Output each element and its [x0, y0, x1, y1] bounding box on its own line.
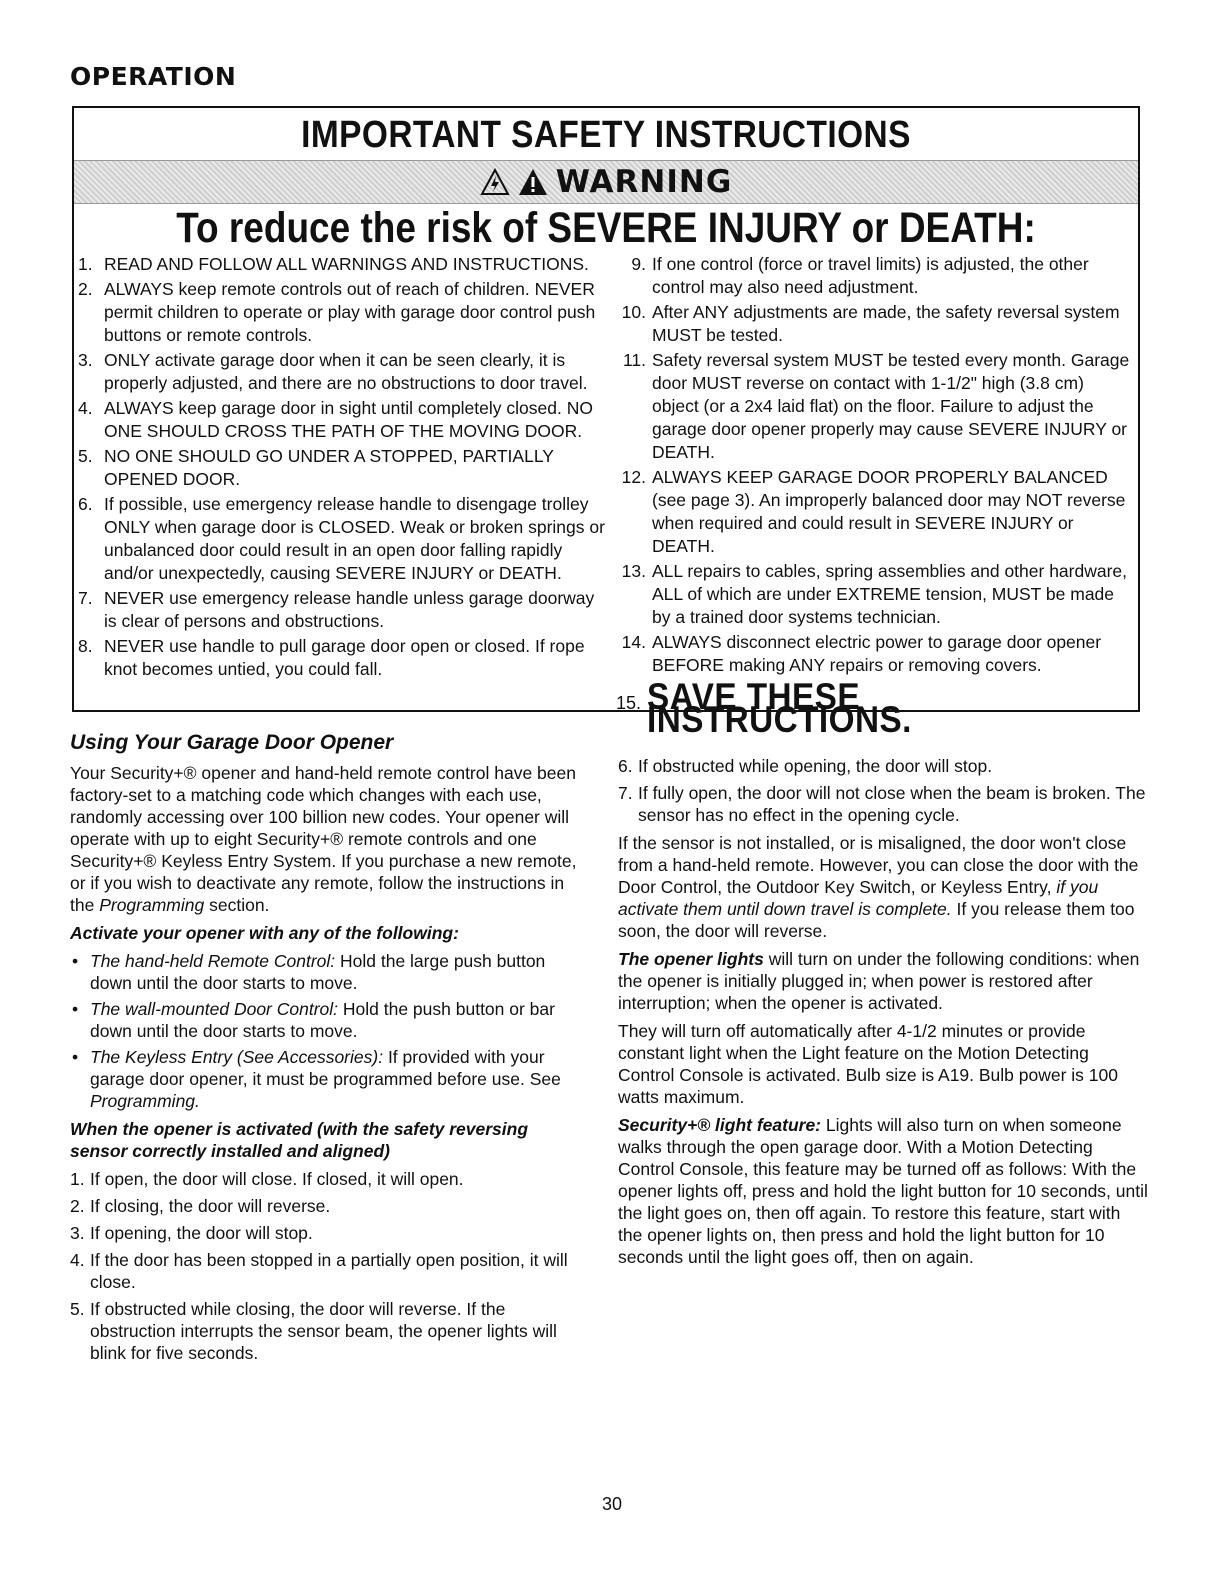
- activate-heading: Activate your opener with any of the following:: [70, 923, 459, 943]
- list-item: [70, 1046, 585, 1112]
- operation-right-column: [618, 755, 1148, 1274]
- warning-triangle-icon: [518, 168, 548, 196]
- list-item: [70, 1222, 585, 1244]
- item-text: ALWAYS keep garage door in sight until completely closed. NO ONE SHOULD CROSS THE PATH OF THE MOVING DOOR.: [104, 398, 593, 441]
- safety-column-left: [78, 253, 608, 683]
- item-text: After ANY adjustments are made, the safety reversal system MUST be tested.: [652, 302, 1120, 345]
- item-number: 7.: [618, 783, 633, 803]
- list-item: [70, 998, 585, 1042]
- sensor-paragraph: [618, 832, 1148, 942]
- electric-hazard-icon: [480, 168, 510, 196]
- list-item: [70, 1168, 585, 1190]
- intro-paragraph: [70, 762, 585, 916]
- item-number: 3.: [78, 350, 93, 370]
- sensor-text: If the sensor is not installed, or is misaligned, the door won't close from a hand-held remote. However, you can close the door with the Door Control, the Outdoor Key Switch, or Keyless Entry,: [618, 833, 1139, 897]
- security-light-paragraph: [618, 1114, 1148, 1268]
- when-heading: When the opener is activated (with the safety reversing sensor correctly installed and aligned): [70, 1119, 529, 1161]
- item-number: 4.: [70, 1250, 85, 1270]
- safety-column-right: [612, 253, 1134, 740]
- intro-text: Your Security+® opener and hand-held remote control have been factory-set to a matching code which changes with each use, randomly accessing over 100 billion new codes. Your opener will operate with up to eight Security+® remote controls and one Security+® Keyless Entry System. If you purchase a new remote, or if you wish to deactivate any remote, follow the instructions in the: [70, 763, 577, 915]
- item-number: 4.: [78, 398, 93, 418]
- item-number: 5.: [78, 446, 93, 466]
- bullet-text: If provided with your garage door opener, it must be programmed before use. See: [90, 1047, 561, 1089]
- security-light-label: Security+® light feature:: [618, 1115, 822, 1135]
- list-item: [618, 782, 1148, 826]
- safety-item: [78, 397, 608, 443]
- item-number: 10.: [621, 302, 646, 322]
- item-text: NO ONE SHOULD GO UNDER A STOPPED, PARTIALLY OPENED DOOR.: [104, 446, 554, 489]
- item-number: 13.: [621, 561, 646, 581]
- item-text: If one control (force or travel limits) is adjusted, the other control may also need adjustment.: [652, 254, 1089, 297]
- item-text: If the door has been stopped in a partially open position, it will close.: [90, 1250, 568, 1292]
- item-number: 2.: [78, 279, 93, 299]
- activation-list: [70, 950, 585, 1112]
- item-text: If obstructed while closing, the door will reverse. If the obstruction interrupts the sensor beam, the opener lights will blink for five seconds.: [90, 1299, 557, 1363]
- safety-instructions-box: [72, 106, 1140, 740]
- safety-item: [612, 349, 1134, 464]
- risk-heading: To reduce the risk of SEVERE INJURY or DEATH:: [176, 204, 1036, 252]
- safety-item: [612, 466, 1134, 558]
- safety-item: [78, 445, 608, 491]
- bullet-tail: Programming.: [90, 1091, 200, 1111]
- item-text: ALWAYS KEEP GARAGE DOOR PROPERLY BALANCED (see page 3). An improperly balanced door may NOT reverse when required and could result in SEVERE INJURY or DEATH.: [652, 467, 1126, 556]
- page-number: 30: [601, 1494, 623, 1514]
- list-item: [70, 1298, 585, 1364]
- safety-title: IMPORTANT SAFETY INSTRUCTIONS: [301, 114, 911, 156]
- safety-item: [78, 278, 608, 347]
- item-number: 9.: [631, 254, 646, 274]
- list-item: [70, 1249, 585, 1293]
- safety-item: [78, 635, 608, 681]
- safety-item: [78, 493, 608, 585]
- item-number: 1.: [70, 1169, 85, 1189]
- item-text: NEVER use emergency release handle unless garage doorway is clear of persons and obstructions.: [104, 588, 595, 631]
- item-number: 14.: [621, 632, 646, 652]
- item-text: ONLY activate garage door when it can be seen clearly, it is properly adjusted, and there are no obstructions to door travel.: [104, 350, 588, 393]
- list-item: [70, 950, 585, 994]
- bullet-label: The hand-held Remote Control:: [90, 951, 336, 971]
- when-list-left: [70, 1168, 585, 1364]
- warning-band: [74, 160, 1138, 204]
- item-number: 2.: [70, 1196, 85, 1216]
- bullet-text: Hold the push button or bar down until the door starts to move.: [90, 999, 555, 1041]
- when-list-right: [618, 755, 1148, 826]
- lights-paragraph: [618, 948, 1148, 1014]
- item-number: 8.: [78, 636, 93, 656]
- save-instructions-line: [612, 676, 1134, 740]
- item-number: 6.: [78, 494, 93, 514]
- warning-label: WARNING: [555, 164, 733, 200]
- item-text: If closing, the door will reverse.: [90, 1196, 331, 1216]
- list-item: [618, 755, 1148, 777]
- lights-label: The opener lights: [618, 949, 764, 969]
- safety-list-left: [78, 253, 608, 681]
- safety-item: [78, 587, 608, 633]
- item-number: 11.: [622, 350, 646, 370]
- item-text: If obstructed while opening, the door will stop.: [638, 756, 993, 776]
- programming-ref: Programming: [99, 895, 205, 915]
- using-heading: Using Your Garage Door Opener: [70, 731, 394, 754]
- lights-off-paragraph: They will turn off automatically after 4-1/2 minutes or provide constant light when the Light feature on the Motion Detecting Control Console is activated. Bulb size is A19. Bulb power is 100 watts maximum.: [618, 1021, 1118, 1107]
- item-number: 5.: [70, 1299, 85, 1319]
- item-text: If open, the door will close. If closed, it will open.: [90, 1169, 464, 1189]
- save-instructions: SAVE THESE INSTRUCTIONS.: [646, 676, 912, 740]
- item-text: Safety reversal system MUST be tested every month. Garage door MUST reverse on contact with 1-1/2" high (3.8 cm) object (or a 2x4 laid flat) on the floor. Failure to adjust the garage door opener properly may cause SEVERE INJURY or DEATH.: [652, 350, 1130, 462]
- item-number: 7.: [78, 588, 93, 608]
- sensor-tail: If you release them too soon, the door will reverse.: [618, 899, 1135, 941]
- item-number: 12.: [621, 467, 646, 487]
- bullet-text: Hold the large push button down until the door starts to move.: [90, 951, 546, 993]
- item-text: READ AND FOLLOW ALL WARNINGS AND INSTRUCTIONS.: [104, 254, 589, 274]
- security-light-text: Lights will also turn on when someone walks through the open garage door. With a Motion Detecting Control Console, this feature may be turned off as follows: With the opener lights off, press and hold the light button for 10 seconds, until the light goes on, then off again. To restore this feature, start with the opener lights on, then press and hold the light button for 10 seconds until the light goes off, then on again.: [618, 1115, 1148, 1267]
- item-number: 3.: [70, 1223, 85, 1243]
- intro-tail: section.: [204, 895, 270, 915]
- save-number: 15.: [616, 693, 642, 713]
- bullet-label: The wall-mounted Door Control:: [90, 999, 339, 1019]
- item-number: 6.: [618, 756, 633, 776]
- safety-item: [612, 301, 1134, 347]
- item-text: ALWAYS keep remote controls out of reach of children. NEVER permit children to operate or play with garage door control push buttons or remote controls.: [104, 279, 596, 345]
- operation-left-column: [70, 732, 585, 1370]
- item-text: If possible, use emergency release handle to disengage trolley ONLY when garage door is CLOSED. Weak or broken springs or unbalanced door could result in an open door falling rapidly and/or unexpectedly, causing SEVERE INJURY or DEATH.: [104, 494, 605, 583]
- section-heading: OPERATION: [70, 62, 237, 91]
- safety-item: [612, 560, 1134, 629]
- safety-item: [78, 253, 608, 276]
- safety-item: [78, 349, 608, 395]
- list-item: [70, 1195, 585, 1217]
- item-number: 1.: [78, 254, 93, 274]
- safety-list-right: [612, 253, 1134, 677]
- safety-item: [612, 631, 1134, 677]
- lights-text: will turn on under the following conditions: when the opener is initially plugged in; when power is restored after interruption; when the opener is activated.: [618, 949, 1140, 1013]
- item-text: ALWAYS disconnect electric power to garage door opener BEFORE making ANY repairs or removing covers.: [652, 632, 1102, 675]
- item-text: ALL repairs to cables, spring assemblies and other hardware, ALL of which are under EXTREME tension, MUST be made by a trained door systems technician.: [652, 561, 1128, 627]
- sensor-emphasis: if you activate them until down travel is complete.: [618, 877, 1099, 919]
- safety-item: [612, 253, 1134, 299]
- item-text: If opening, the door will stop.: [90, 1223, 313, 1243]
- item-text: If fully open, the door will not close when the beam is broken. The sensor has no effect in the opening cycle.: [638, 783, 1146, 825]
- item-text: NEVER use handle to pull garage door open or closed. If rope knot becomes untied, you could fall.: [104, 636, 585, 679]
- bullet-label: The Keyless Entry (See Accessories):: [90, 1047, 384, 1067]
